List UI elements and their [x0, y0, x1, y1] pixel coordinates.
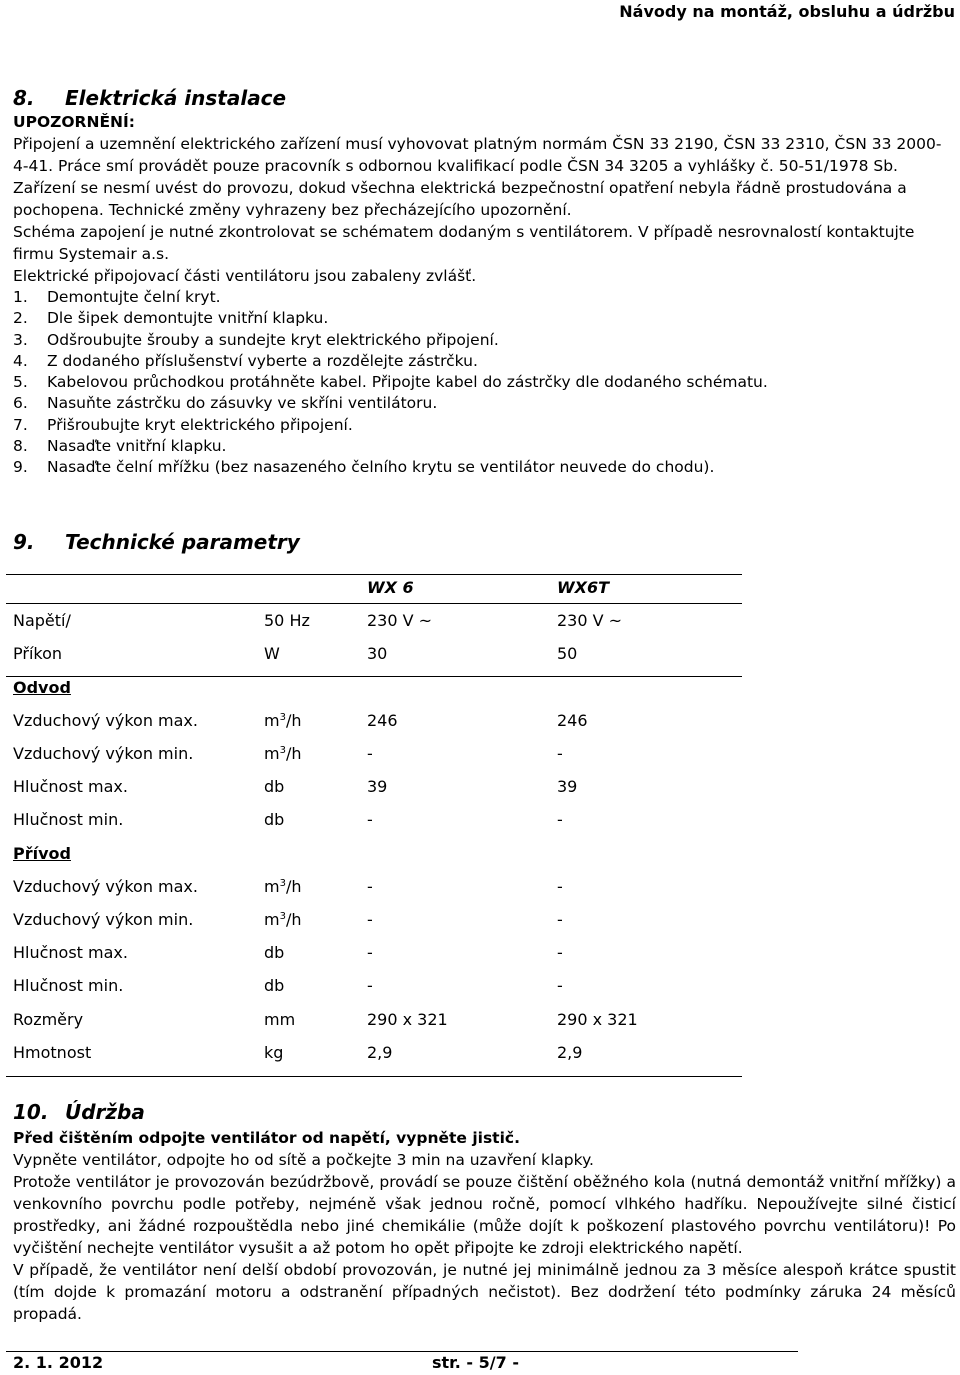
- value-wx6: 230 V ~: [367, 611, 433, 630]
- value-wx6t: -: [557, 877, 563, 896]
- parameter-unit: [264, 611, 310, 630]
- step-number: 9.: [13, 458, 28, 477]
- parameter-unit: [264, 777, 284, 796]
- section-number: 8.: [13, 86, 35, 110]
- step-number: 7.: [13, 415, 28, 434]
- column-header-wx6: WX 6: [367, 578, 414, 597]
- footer-page-number: str. - 5/7 -: [432, 1353, 519, 1372]
- unit-superscript: 3: [279, 745, 286, 756]
- unit-rest: /h: [285, 711, 302, 730]
- parameter-label: Vzduchový výkon min.: [13, 744, 194, 763]
- unit-base: mm: [264, 1010, 296, 1029]
- step-number: 8.: [13, 437, 28, 456]
- parameter-label: Napětí/: [13, 611, 71, 630]
- unit-rest: /h: [285, 910, 302, 929]
- step-text: Dle šipek demontujte vnitřní klapku.: [47, 309, 329, 328]
- parameter-unit: [264, 1010, 295, 1029]
- step-text: Přišroubujte kryt elektrického připojení.: [47, 415, 353, 434]
- installation-steps: [13, 287, 948, 479]
- value-wx6t: -: [557, 943, 563, 962]
- table-bottom-rule: [6, 1076, 742, 1077]
- section-8-body: [13, 111, 948, 479]
- parameter-unit: [264, 877, 302, 896]
- value-wx6: -: [367, 976, 373, 995]
- unit-base: kg: [264, 1043, 284, 1062]
- schema-paragraph: Schéma zapojení je nutné zkontrolovat se schématem dodaným s ventilátorem. V případě nesrovnalostí kontaktujte firmu Systemair a.s.: [13, 223, 915, 263]
- value-wx6: 290 x 321: [367, 1010, 448, 1029]
- value-wx6t: 230 V ~: [557, 611, 623, 630]
- maintenance-warning: Před čištěním odpojte ventilátor od napětí, vypněte jistič.: [13, 1129, 520, 1147]
- value-wx6t: -: [557, 810, 563, 829]
- list-item: [13, 330, 948, 351]
- step-text: Nasaďte vnitřní klapku.: [47, 437, 227, 456]
- norms-paragraph: Připojení a uzemnění elektrického zařízení musí vyhovovat platným normám ČSN 33 2190, ČSN 33 2310, ČSN 33 2000-4-41. Práce smí provádět pouze pracovník s odbornou kvalifikací podle ČSN 34 3205 a vyhlášky č. 50-51/1978 Sb. Zařízení se nesmí uvést do provozu, dokud všechna elektrická bezpečnostní opatření nebyla řádně prostudována a pochopena. Technické změny vyhrazeny bez přecházejícího upozornění.: [13, 135, 942, 219]
- parameter-unit: [264, 1043, 283, 1062]
- value-wx6: 246: [367, 711, 398, 730]
- footer-rule: [6, 1351, 798, 1352]
- step-text: Nasuňte zástrčku do zásuvky ve skříni ventilátoru.: [47, 394, 438, 413]
- value-wx6t: -: [557, 976, 563, 995]
- maintenance-line: Vypněte ventilátor, odpojte ho od sítě a počkejte 3 min na uzavření klapky.: [13, 1151, 594, 1169]
- footer-date: 2. 1. 2012: [13, 1353, 104, 1372]
- list-item: [13, 393, 948, 414]
- section-title-text: Elektrická instalace: [65, 86, 287, 110]
- unit-base: db: [264, 777, 285, 796]
- maintenance-paragraph: Protože ventilátor je provozován bezúdržbově, provádí se pouze čištění oběžného kola (nutná demontáž vnitřní mřížky) a venkovního povrchu podle potřeby, nejméně však jednou ročně, pomocí vlhkého hadříku. Nepoužívejte silné čisticí prostředky, ani žádné rozpouštědla nebo jiné chemikálie (může dojít k poškození plastového povrchu ventilátoru)! Po vyčištění nechejte ventilátor vysušit a až potom ho opět připojte ke zdroji elektrického napětí.: [13, 1173, 956, 1257]
- unit-base: db: [264, 810, 285, 829]
- step-text: Kabelovou průchodkou protáhněte kabel. Připojte kabel do zástrčky dle dodaného schématu.: [47, 373, 768, 392]
- table-rule: [6, 676, 742, 677]
- parameter-unit: [264, 943, 284, 962]
- parameter-label: Vzduchový výkon min.: [13, 910, 194, 929]
- storage-paragraph: V případě, že ventilátor není delší období provozován, je nutné jej minimálně jednou za 3 měsíce alespoň krátce spustit (tím dojde k promazání motoru a odstranění případných nečistot). Bez dodržení této podmínky záruka 24 měsíců propadá.: [13, 1261, 956, 1323]
- list-item: [13, 457, 948, 478]
- column-header-wx6t: WX6T: [557, 578, 610, 597]
- value-wx6t: -: [557, 910, 563, 929]
- step-number: 5.: [13, 373, 28, 392]
- unit-superscript: 3: [279, 911, 286, 922]
- section-9-title: [13, 530, 300, 554]
- step-number: 4.: [13, 351, 28, 370]
- parts-paragraph: Elektrické připojovací části ventilátoru jsou zabaleny zvlášť.: [13, 267, 477, 285]
- step-text: Nasaďte čelní mřížku (bez nasazeného čelního krytu se ventilátor neuvede do chodu).: [47, 458, 715, 477]
- value-wx6t: -: [557, 744, 563, 763]
- unit-base: W: [264, 644, 280, 663]
- unit-base: m: [264, 877, 280, 896]
- section-title-text: Technické parametry: [65, 530, 300, 554]
- parameter-label: Hlučnost min.: [13, 810, 124, 829]
- list-item: [13, 372, 948, 393]
- value-wx6t: 2,9: [557, 1043, 583, 1062]
- value-wx6t: 246: [557, 711, 588, 730]
- value-wx6: -: [367, 744, 373, 763]
- step-text: Z dodaného příslušenství vyberte a rozdělejte zástrčku.: [47, 351, 478, 370]
- value-wx6: -: [367, 910, 373, 929]
- parameter-unit: [264, 810, 284, 829]
- unit-superscript: 3: [279, 878, 286, 889]
- section-10-title: [13, 1100, 145, 1124]
- step-number: 6.: [13, 394, 28, 413]
- unit-base: m: [264, 910, 280, 929]
- parameter-unit: [264, 744, 302, 763]
- unit-base: m: [264, 744, 280, 763]
- parameter-label: Hlučnost max.: [13, 943, 128, 962]
- step-number: 1.: [13, 288, 28, 306]
- unit-rest: /h: [285, 744, 302, 763]
- parameter-label: Příkon: [13, 644, 63, 663]
- parameter-label: Rozměry: [13, 1010, 84, 1029]
- step-number: 2.: [13, 309, 28, 328]
- value-wx6: -: [367, 877, 373, 896]
- value-wx6: 30: [367, 644, 388, 663]
- section-8-title: [13, 86, 286, 110]
- page-header: Návody na montáž, obsluhu a údržbu: [619, 2, 955, 21]
- section-number: 10.: [13, 1100, 49, 1124]
- parameter-unit: [264, 644, 280, 663]
- section-title-text: Údržba: [65, 1100, 145, 1124]
- step-text: Odšroubujte šrouby a sundejte kryt elektrického připojení.: [47, 330, 499, 349]
- parameter-unit: [264, 910, 302, 929]
- list-item: [13, 287, 948, 308]
- value-wx6t: 290 x 321: [557, 1010, 638, 1029]
- section-heading-text: Přívod: [13, 844, 71, 863]
- unit-rest: /h: [285, 877, 302, 896]
- parameter-label: Hlučnost max.: [13, 777, 128, 796]
- value-wx6t: 39: [557, 777, 578, 796]
- warning-label: UPOZORNĚNÍ:: [13, 113, 135, 131]
- list-item: [13, 436, 948, 457]
- step-text: Demontujte čelní kryt.: [47, 288, 221, 306]
- unit-superscript: 3: [279, 712, 286, 723]
- list-item: [13, 351, 948, 372]
- unit-base: db: [264, 976, 285, 995]
- parameter-label: Vzduchový výkon max.: [13, 711, 198, 730]
- table-header-rule: [6, 603, 742, 604]
- list-item: [13, 308, 948, 329]
- parameter-label: Vzduchový výkon max.: [13, 877, 198, 896]
- table-top-rule: [6, 574, 742, 575]
- step-number: 3.: [13, 330, 28, 349]
- section-number: 9.: [13, 530, 35, 554]
- value-wx6t: 50: [557, 644, 578, 663]
- value-wx6: -: [367, 810, 373, 829]
- list-item: [13, 415, 948, 436]
- parameter-label: Hlučnost min.: [13, 976, 124, 995]
- value-wx6: -: [367, 943, 373, 962]
- parameter-unit: [264, 976, 284, 995]
- section-10-body: [13, 1127, 956, 1325]
- value-wx6: 2,9: [367, 1043, 393, 1062]
- value-wx6: 39: [367, 777, 388, 796]
- parameter-unit: [264, 711, 302, 730]
- unit-base: db: [264, 943, 285, 962]
- section-heading-text: Odvod: [13, 678, 71, 697]
- unit-base: m: [264, 711, 280, 730]
- parameter-label: Hmotnost: [13, 1043, 92, 1062]
- unit-base: 50 Hz: [264, 611, 310, 630]
